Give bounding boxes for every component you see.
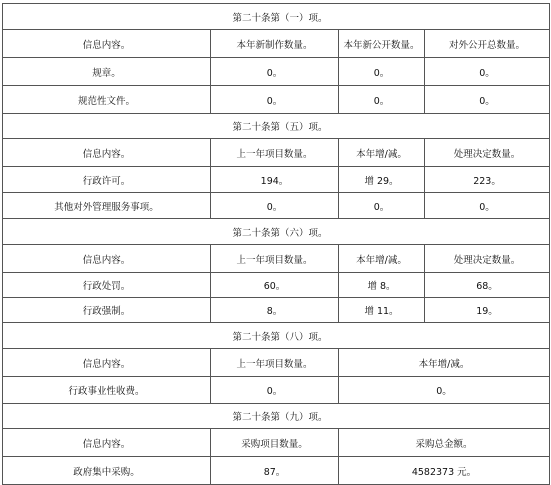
section-title: 第二十条第（六）项。: [3, 219, 550, 245]
header-cell: 对外公开总数量。: [425, 30, 550, 58]
header-cell: 本年增/减。: [339, 349, 550, 377]
value-cell: 0。: [211, 86, 339, 114]
value-cell: 0。: [425, 58, 550, 86]
value-cell: 194。: [211, 167, 339, 193]
value-cell: 0。: [211, 193, 339, 219]
header-cell: 本年增/减。: [339, 245, 425, 273]
header-cell: 信息内容。: [3, 139, 211, 167]
value-cell: 增 29。: [339, 167, 425, 193]
value-cell: 0。: [211, 58, 339, 86]
value-cell: 4582373 元。: [339, 457, 550, 485]
value-cell: 19。: [425, 298, 550, 323]
value-cell: 0。: [425, 86, 550, 114]
header-cell: 本年新公开数量。: [339, 30, 425, 58]
header-cell: 信息内容。: [3, 30, 211, 58]
disclosure-table: [2, 3, 550, 485]
header-cell: 信息内容。: [3, 429, 211, 457]
row-label: 行政处罚。: [3, 273, 211, 298]
header-cell: 上一年项目数量。: [211, 245, 339, 273]
header-cell: 信息内容。: [3, 245, 211, 273]
row-label: 政府集中采购。: [3, 457, 211, 485]
header-cell: 上一年项目数量。: [211, 349, 339, 377]
value-cell: 68。: [425, 273, 550, 298]
value-cell: 87。: [211, 457, 339, 485]
header-cell: 本年增/减。: [339, 139, 425, 167]
value-cell: 0。: [339, 377, 550, 404]
header-cell: 处理决定数量。: [425, 139, 550, 167]
value-cell: 增 11。: [339, 298, 425, 323]
value-cell: 0。: [211, 377, 339, 404]
header-cell: 上一年项目数量。: [211, 139, 339, 167]
section-title: 第二十条第（一）项。: [3, 4, 550, 30]
row-label: 其他对外管理服务事项。: [3, 193, 211, 219]
value-cell: 增 8。: [339, 273, 425, 298]
value-cell: 223。: [425, 167, 550, 193]
value-cell: 0。: [339, 58, 425, 86]
value-cell: 0。: [339, 86, 425, 114]
header-cell: 本年新制作数量。: [211, 30, 339, 58]
header-cell: 处理决定数量。: [425, 245, 550, 273]
row-label: 行政许可。: [3, 167, 211, 193]
row-label: 行政事业性收费。: [3, 377, 211, 404]
section-title: 第二十条第（五）项。: [3, 114, 550, 139]
row-label: 规范性文件。: [3, 86, 211, 114]
section-title: 第二十条第（九）项。: [3, 404, 550, 429]
row-label: 规章。: [3, 58, 211, 86]
value-cell: 8。: [211, 298, 339, 323]
header-cell: 采购项目数量。: [211, 429, 339, 457]
value-cell: 0。: [425, 193, 550, 219]
row-label: 行政强制。: [3, 298, 211, 323]
value-cell: 0。: [339, 193, 425, 219]
header-cell: 采购总金额。: [339, 429, 550, 457]
value-cell: 60。: [211, 273, 339, 298]
header-cell: 信息内容。: [3, 349, 211, 377]
section-title: 第二十条第（八）项。: [3, 323, 550, 349]
